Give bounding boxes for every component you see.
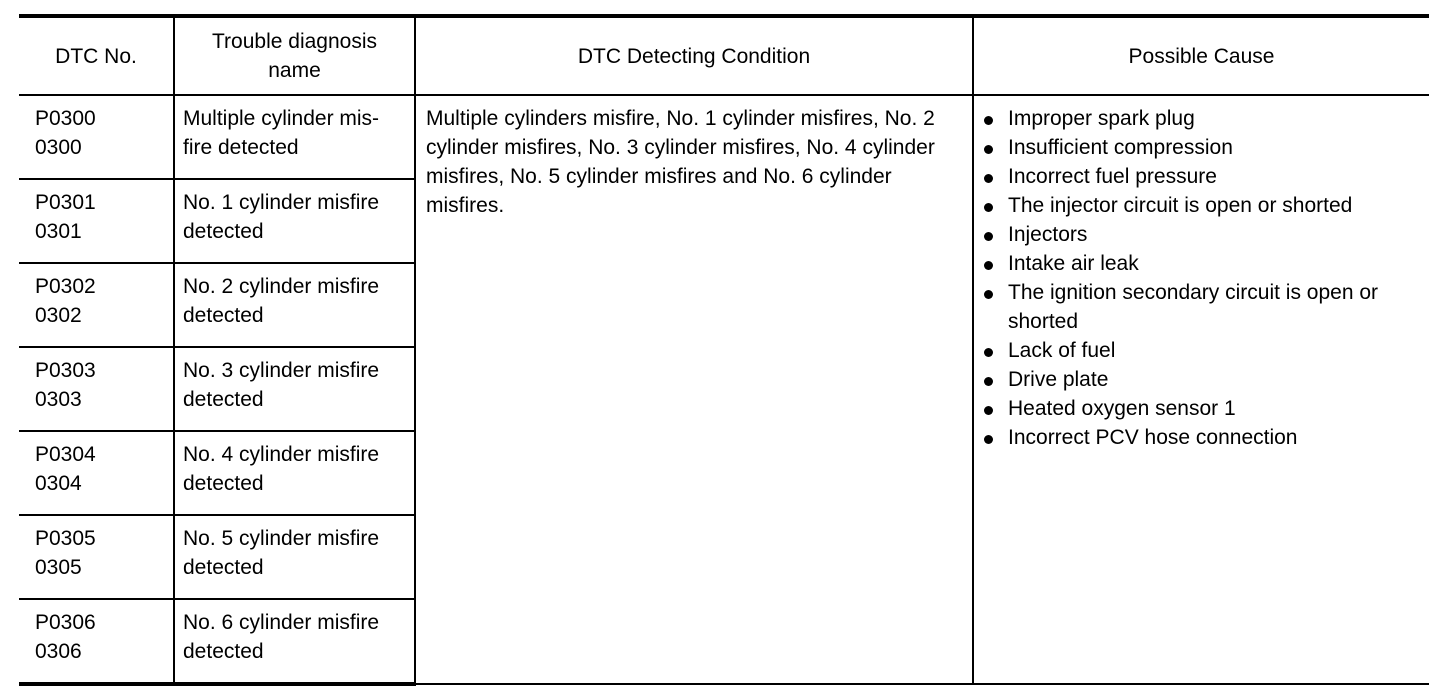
dtc-code-cell [19,431,174,515]
dtc-code: 0301 [35,220,82,243]
dtc-code-p: P0302 [35,275,96,298]
cause-list [984,104,1419,452]
dtc-code-cell [19,95,174,179]
dtc-code-p: P0306 [35,611,96,634]
list-item: Incorrect fuel pressure [984,162,1419,191]
header-detecting-condition: DTC Detecting Condition [415,16,973,95]
dtc-code: 0300 [35,136,82,159]
list-item: Insufficient compression [984,133,1419,162]
possible-cause-cell [973,95,1429,684]
dtc-code-cell [19,263,174,347]
dtc-code-p: P0305 [35,527,96,550]
dtc-code: 0305 [35,556,82,579]
header-trouble-name: Trouble diagnosis name [174,16,415,95]
dtc-code: 0303 [35,388,82,411]
dtc-code: 0302 [35,304,82,327]
list-item: Lack of fuel [984,336,1419,365]
list-item: Intake air leak [984,249,1419,278]
dtc-code-cell [19,515,174,599]
dtc-code: 0304 [35,472,82,495]
trouble-name-cell: No. 6 cylinder misfire detected [174,599,415,684]
list-item: Improper spark plug [984,104,1419,133]
table-header-row [19,16,1429,95]
list-item: Heated oxygen sensor 1 [984,394,1419,423]
list-item: Incorrect PCV hose connection [984,423,1419,452]
dtc-table [19,14,1429,686]
detecting-condition-cell: Multiple cylinders misfire, No. 1 cylinder misfires, No. 2 cylinder misfires, No. 3 cylinder misfires, No. 4 cylinder misfires, No. 5 cylinder misfires and No. 6 cylinder misfires. [415,95,973,684]
dtc-code-p: P0301 [35,191,96,214]
trouble-name-cell: No. 2 cylinder misfire detected [174,263,415,347]
trouble-name-cell: No. 1 cylinder misfire detected [174,179,415,263]
header-possible-cause: Possible Cause [973,16,1429,95]
header-dtc-no: DTC No. [19,16,174,95]
list-item: The ignition secondary circuit is open or shorted [984,278,1419,336]
dtc-code: 0306 [35,640,82,663]
dtc-code-p: P0300 [35,107,96,130]
trouble-name-cell: No. 5 cylinder misfire detected [174,515,415,599]
dtc-code-p: P0304 [35,443,96,466]
table-row [19,95,1429,179]
dtc-code-cell [19,179,174,263]
trouble-name-cell: Multiple cylinder mis-fire detected [174,95,415,179]
dtc-code-cell [19,599,174,684]
dtc-code-cell [19,347,174,431]
trouble-name-cell: No. 3 cylinder misfire detected [174,347,415,431]
trouble-name-cell: No. 4 cylinder misfire detected [174,431,415,515]
list-item: Injectors [984,220,1419,249]
list-item: Drive plate [984,365,1419,394]
list-item: The injector circuit is open or shorted [984,191,1419,220]
dtc-code-p: P0303 [35,359,96,382]
